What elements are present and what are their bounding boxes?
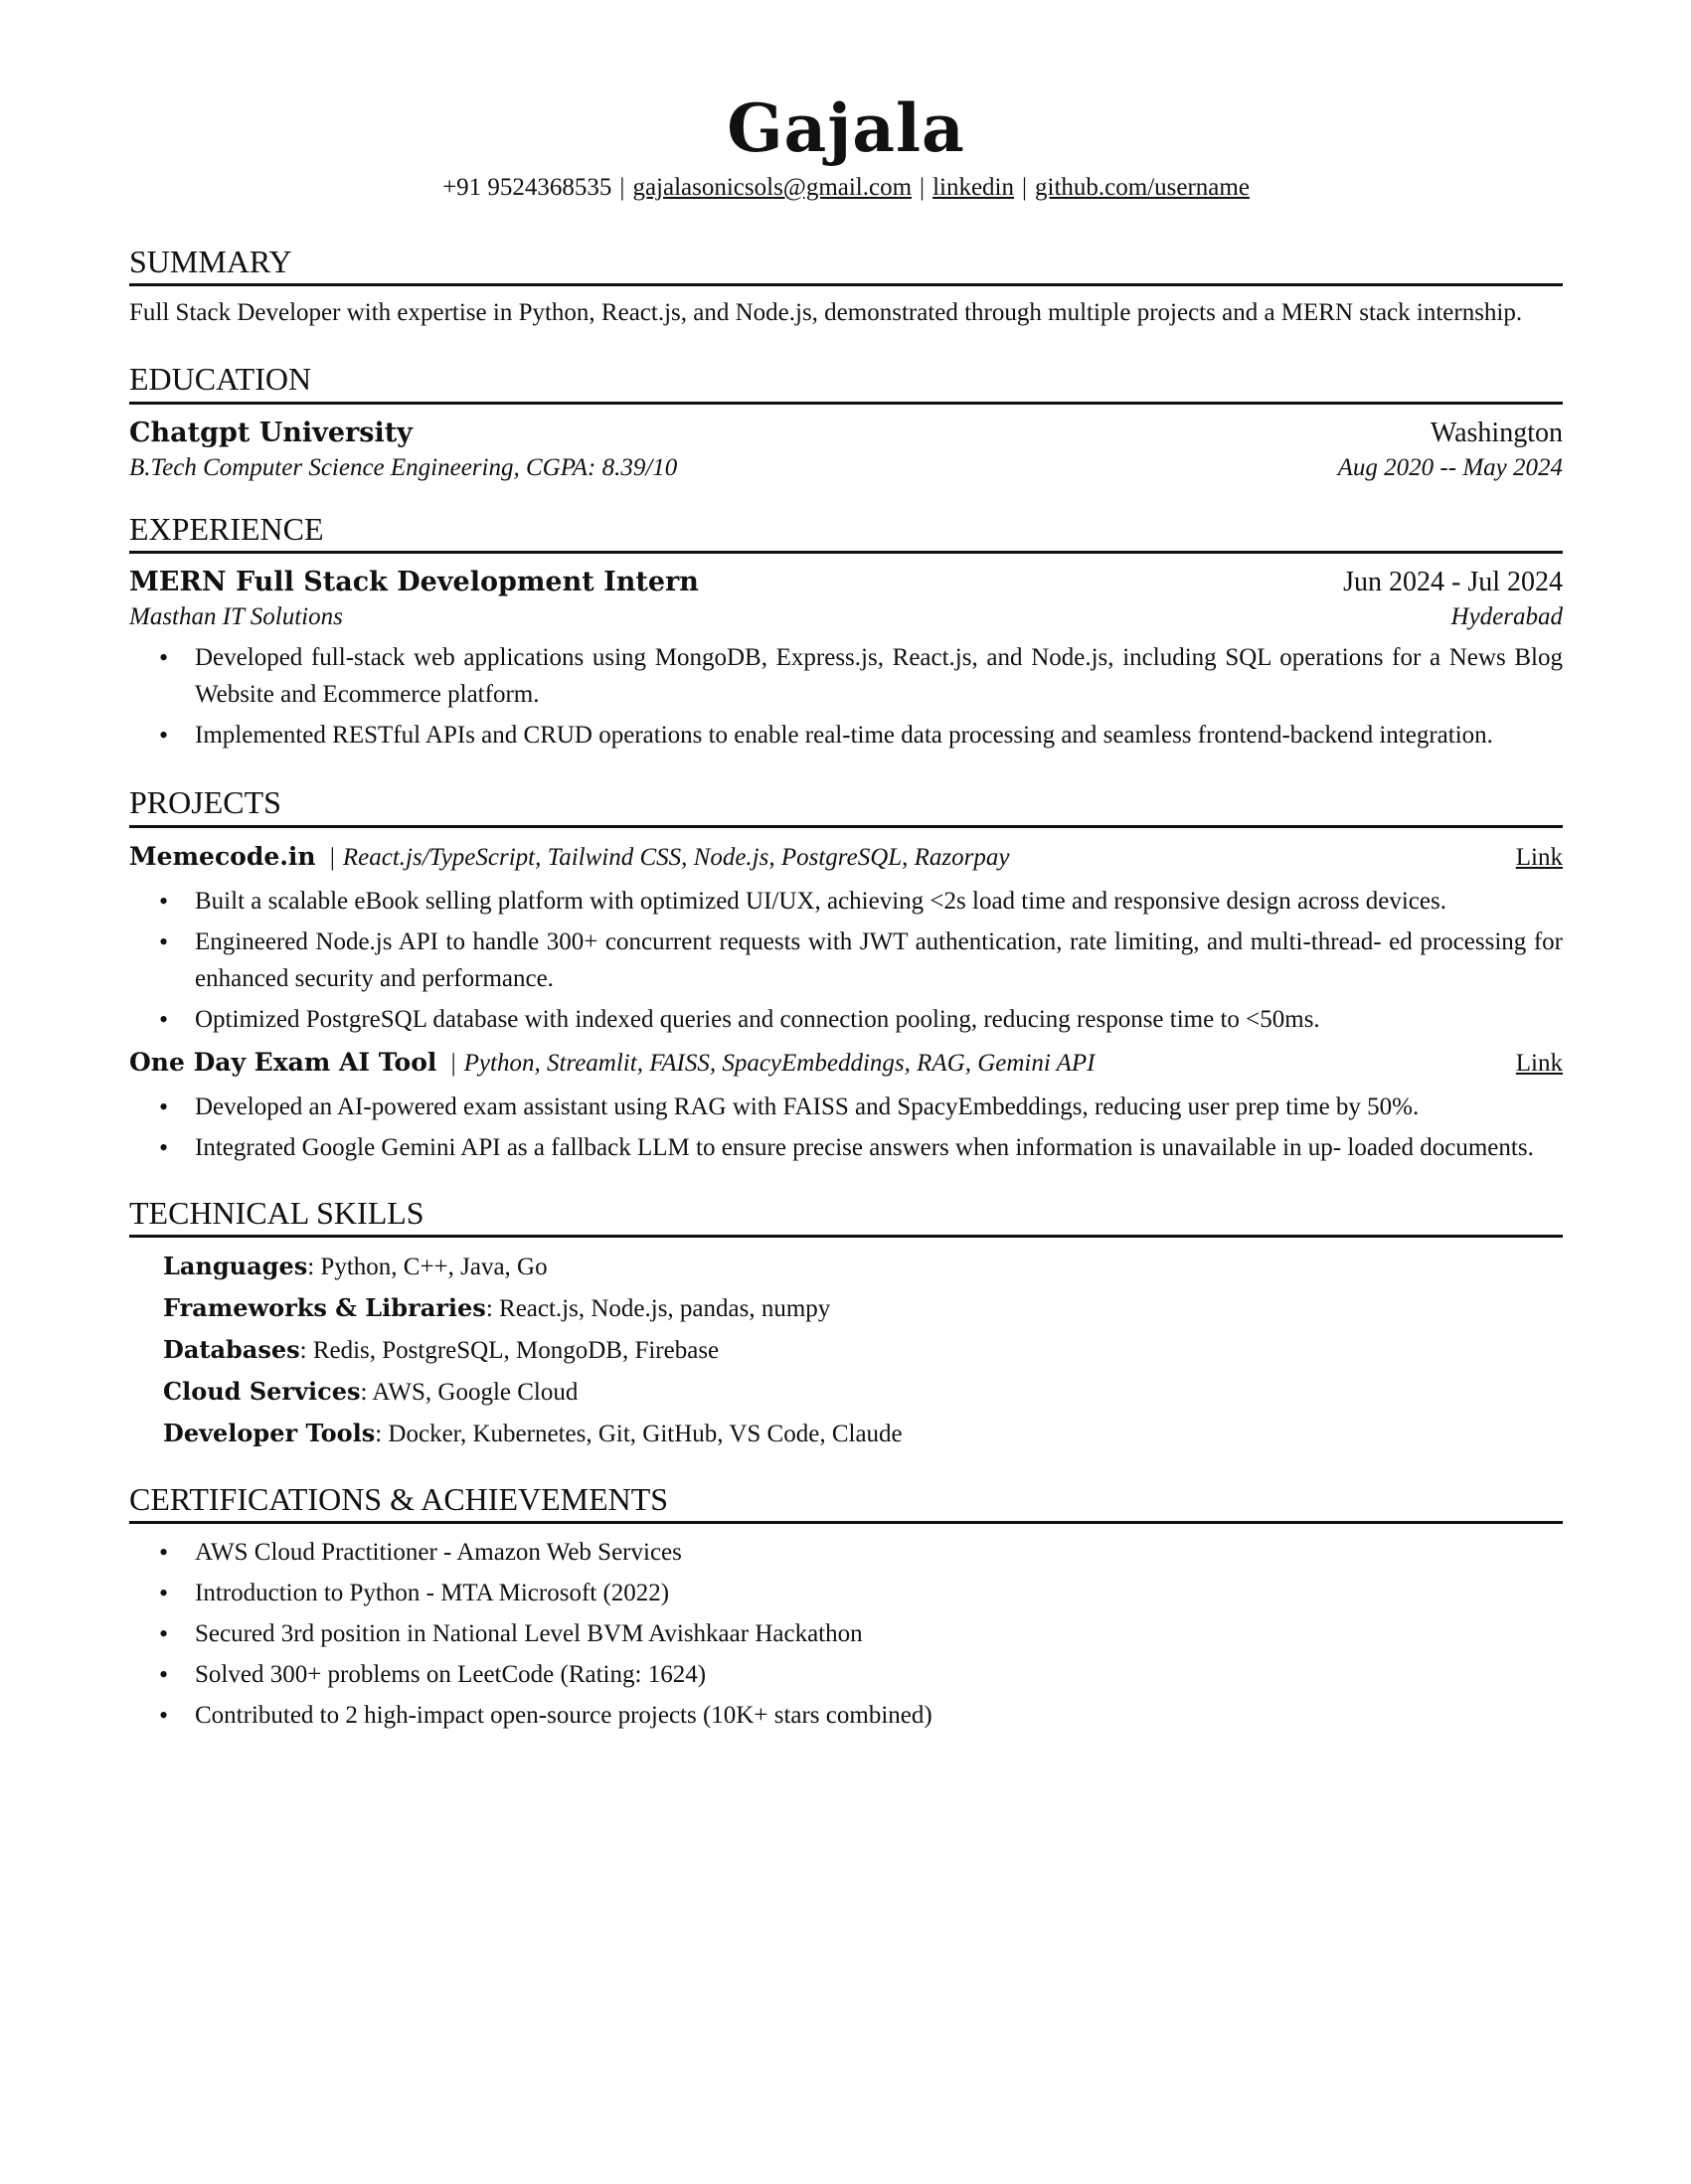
separator: | [619, 174, 625, 201]
skill-value: : AWS, Google Cloud [360, 1378, 579, 1406]
section-title: PROJECTS [129, 783, 1563, 827]
school-location: Washington [1430, 417, 1563, 448]
job-dates: Jun 2024 - Jul 2024 [1343, 567, 1563, 598]
skill-row [163, 1287, 1563, 1329]
list-item: • Engineered Node.js API to handle 300+ concurrent requests with JWT authentication, rate limiting, and multi-thread- ed processing for enhanced security and performance. [129, 924, 1563, 997]
project-header [129, 1044, 1563, 1083]
school-name: Chatgpt University [129, 417, 413, 448]
summary-section [129, 243, 1563, 332]
project-tech: Python, Streamlit, FAISS, SpacyEmbeddings, RAG, Gemini API [463, 1049, 1096, 1077]
project-name: One Day Exam AI Tool [129, 1047, 437, 1077]
resume-page [129, 89, 1563, 1738]
education-dates: Aug 2020 -- May 2024 [1337, 453, 1563, 481]
section-title: EDUCATION [129, 360, 1563, 404]
education-section [129, 360, 1563, 483]
skills-section [129, 1194, 1563, 1454]
list-item: • Introduction to Python - MTA Microsoft (2022) [129, 1575, 1563, 1611]
list-item: • AWS Cloud Practitioner - Amazon Web Services [129, 1534, 1563, 1571]
project-name: Memecode.in [129, 841, 316, 871]
list-item: • Built a scalable eBook selling platform with optimized UI/UX, achieving <2s load time and responsive design across devices. [129, 883, 1563, 920]
list-item: • Solved 300+ problems on LeetCode (Rating: 1624) [129, 1656, 1563, 1693]
contact-line [129, 173, 1563, 203]
summary-text: Full Stack Developer with expertise in Python, React.js, and Node.js, demonstrated through multiple projects and a MERN stack internship. [129, 299, 1523, 327]
phone-number: +91 9524368535 [442, 174, 612, 201]
list-item: • Optimized PostgreSQL database with indexed queries and connection pooling, reducing response time to <50ms. [129, 1001, 1563, 1038]
separator: | [450, 1049, 456, 1077]
skill-value: : Python, C++, Java, Go [307, 1253, 548, 1280]
company-name: Masthan IT Solutions [129, 603, 343, 631]
certifications-list [129, 1534, 1563, 1734]
project-bullets [129, 883, 1563, 1038]
skill-row [163, 1413, 1563, 1454]
project-link[interactable]: Link [1515, 843, 1563, 871]
company-location: Hyderabad [1450, 603, 1563, 631]
skill-value: : Docker, Kubernetes, Git, GitHub, VS Code, Claude [375, 1420, 903, 1447]
list-item: • Implemented RESTful APIs and CRUD operations to enable real-time data processing and seamless frontend-backend integration. [129, 717, 1563, 754]
experience-section [129, 510, 1563, 754]
skill-value: : React.js, Node.js, pandas, numpy [485, 1294, 831, 1322]
skill-row [163, 1371, 1563, 1413]
experience-bullets [129, 639, 1563, 754]
section-title: TECHNICAL SKILLS [129, 1194, 1563, 1238]
project-tech: React.js/TypeScript, Tailwind CSS, Node.js, PostgreSQL, Razorpay [342, 843, 1010, 871]
skill-row [163, 1329, 1563, 1371]
skill-value: : Redis, PostgreSQL, MongoDB, Firebase [299, 1336, 720, 1364]
experience-sub-row [129, 601, 1563, 633]
header [129, 89, 1563, 203]
list-item: • Integrated Google Gemini API as a fallback LLM to ensure precise answers when information is unavailable in up- loaded documents. [129, 1129, 1563, 1166]
section-title: SUMMARY [129, 243, 1563, 286]
linkedin-link[interactable]: linkedin [932, 174, 1014, 201]
project-header [129, 838, 1563, 877]
skills-list [129, 1246, 1563, 1454]
skill-row [163, 1246, 1563, 1287]
list-item: • Developed an AI-powered exam assistant using RAG with FAISS and SpacyEmbeddings, reducing user prep time by 50%. [129, 1089, 1563, 1125]
education-sub-row [129, 452, 1563, 484]
separator: | [1022, 174, 1028, 201]
skill-label: Developer Tools [163, 1418, 376, 1447]
separator: | [329, 843, 335, 871]
email-link[interactable]: gajalasonicsols@gmail.com [632, 174, 913, 201]
project-link[interactable]: Link [1515, 1049, 1563, 1077]
candidate-name: Gajala [727, 89, 965, 167]
list-item: • Contributed to 2 high-impact open-source projects (10K+ stars combined) [129, 1697, 1563, 1734]
education-row [129, 415, 1563, 452]
experience-row [129, 564, 1563, 601]
skill-label: Languages [163, 1251, 308, 1280]
project-bullets [129, 1089, 1563, 1166]
github-link[interactable]: github.com/username [1035, 174, 1250, 201]
skill-label: Cloud Services [163, 1376, 361, 1406]
section-title: CERTIFICATIONS & ACHIEVEMENTS [129, 1480, 1563, 1524]
separator: | [920, 174, 926, 201]
list-item: • Secured 3rd position in National Level BVM Avishkaar Hackathon [129, 1615, 1563, 1652]
list-item: • Developed full-stack web applications using MongoDB, Express.js, React.js, and Node.js, including SQL operations for a News Blog Website and Ecommerce platform. [129, 639, 1563, 713]
certifications-section [129, 1480, 1563, 1734]
job-role: MERN Full Stack Development Intern [129, 567, 699, 598]
degree: B.Tech Computer Science Engineering, CGPA: 8.39/10 [129, 453, 678, 481]
projects-section [129, 783, 1563, 1165]
skill-label: Frameworks & Libraries [163, 1292, 486, 1322]
section-title: EXPERIENCE [129, 510, 1563, 554]
skill-label: Databases [163, 1334, 300, 1364]
